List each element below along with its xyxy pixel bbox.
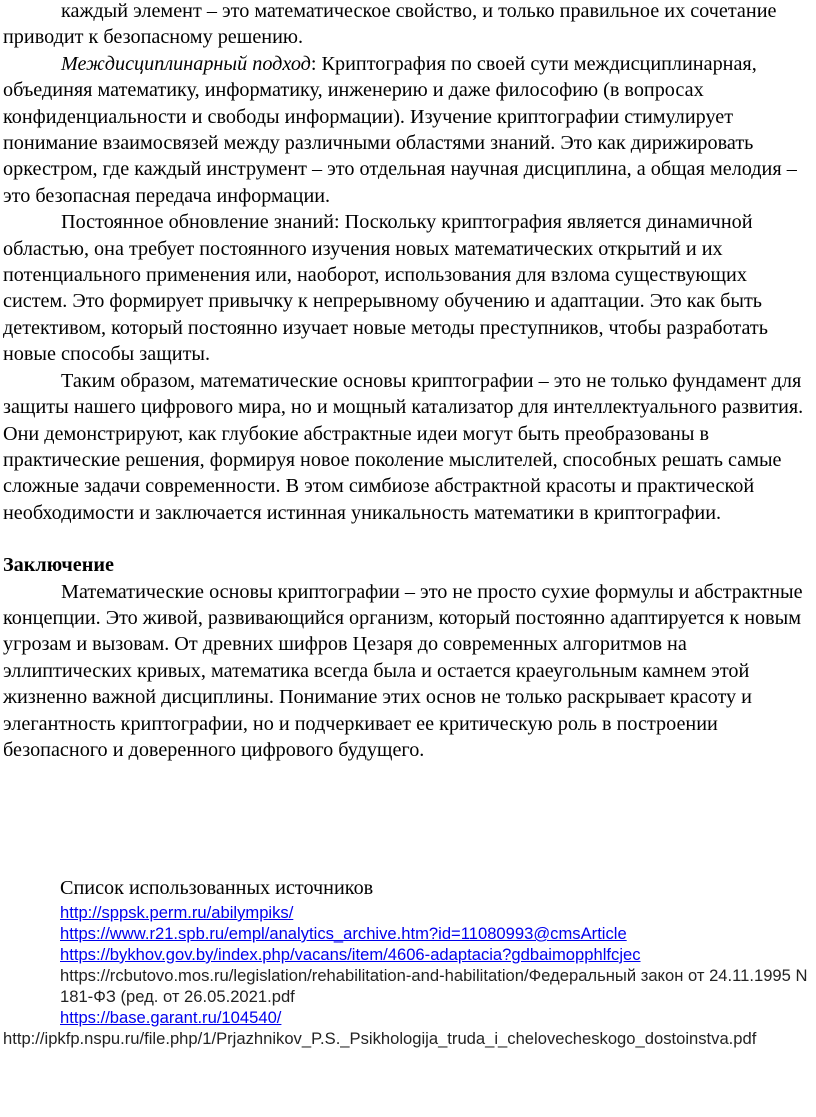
paragraph	[3, 0, 811, 51]
paragraph-lead: Междисциплинарный подход	[61, 52, 311, 75]
reference-link[interactable]: http://sppsk.perm.ru/abilympiks/	[60, 903, 294, 922]
reference-item[interactable]	[60, 902, 811, 923]
reference-item: http://ipkfp.nspu.ru/file.php/1/Prjazhnikov_P.S._Psikhologija_truda_i_chelovecheskogo_dostoinstva.pdf	[3, 1029, 757, 1048]
reference-link[interactable]: https://bykhov.gov.by/index.php/vacans/item/4606-adaptacia?gdbaimopphlfcjec	[60, 945, 641, 964]
reference-link[interactable]: https://base.garant.ru/104540/	[60, 1008, 282, 1027]
references-section	[3, 876, 811, 1049]
conclusion-paragraph	[3, 579, 811, 764]
reference-item[interactable]	[60, 923, 811, 944]
reference-item[interactable]	[60, 1007, 811, 1028]
reference-item[interactable]	[60, 944, 811, 965]
paragraph-text: Таким образом, математические основы криптографии – это не только фундамент для защиты нашего цифрового мира, но и мощный катализатор для интеллектуального развития. Они демонстрируют, как глубокие абстрактные идеи могут быть преобразованы в практические решения, формируя новое поколение мыслителей, способных решать самые сложные задачи современности. В этом симбиозе абстрактной красоты и практической необходимости и заключается истинная уникальность математики в криптографии.	[3, 369, 804, 524]
paragraph-text: Математические основы криптографии – это не просто сухие формулы и абстрактные концепции. Это живой, развивающийся организм, который постоянно адаптируется к новым угрозам и вызовам. От древних шифров Цезаря до современных алгоритмов на эллиптических кривых, математика всегда была и остается краеугольным камнем этой жизненно важной дисциплины. Понимание этих основ не только раскрывает красоту и элегантность криптографии, но и подчеркивает ее критическую роль в построении безопасного и доверенного цифрового будущего.	[3, 580, 803, 761]
references-title: Список использованных источников	[60, 877, 374, 899]
reference-link[interactable]: https://www.r21.spb.ru/empl/analytics_archive.htm?id=11080993@cmsArticle	[60, 924, 627, 943]
paragraph	[3, 51, 811, 209]
conclusion-heading: Заключение	[3, 554, 114, 577]
paragraph-text: Постоянное обновление знаний: Поскольку криптография является динамичной областью, она требует постоянного изучения новых математических открытий и их потенциального применения или, наоборот, использования для взлома существующих систем. Это формирует привычку к непрерывному обучению и адаптации. Это как быть детективом, который постоянно изучает новые методы преступников, чтобы разработать новые способы защиты.	[3, 211, 768, 366]
body-text	[3, 0, 811, 763]
paragraph-text: каждый элемент – это математическое свойство, и только правильное их сочетание приводит к безопасному решению.	[3, 0, 777, 49]
paragraph-text: : Криптография по своей сути междисциплинарная, объединяя математику, информатику, инженерию и даже философию (в вопросах конфиденциальности и свободы информации). Изучение криптографии стимулирует понимание взаимосвязей между различными областями знаний. Это как дирижировать оркестром, где каждый инструмент – это отдельная научная дисциплина, а общая мелодия – это безопасная передача информации.	[3, 52, 797, 207]
paragraph	[3, 368, 811, 526]
paragraph	[3, 209, 811, 367]
reference-item: https://rcbutovo.mos.ru/legislation/rehabilitation-and-habilitation/Федеральный закон от 24.11.1995 N 181-ФЗ (ред. от 26.05.2021.pdf	[60, 966, 808, 1006]
